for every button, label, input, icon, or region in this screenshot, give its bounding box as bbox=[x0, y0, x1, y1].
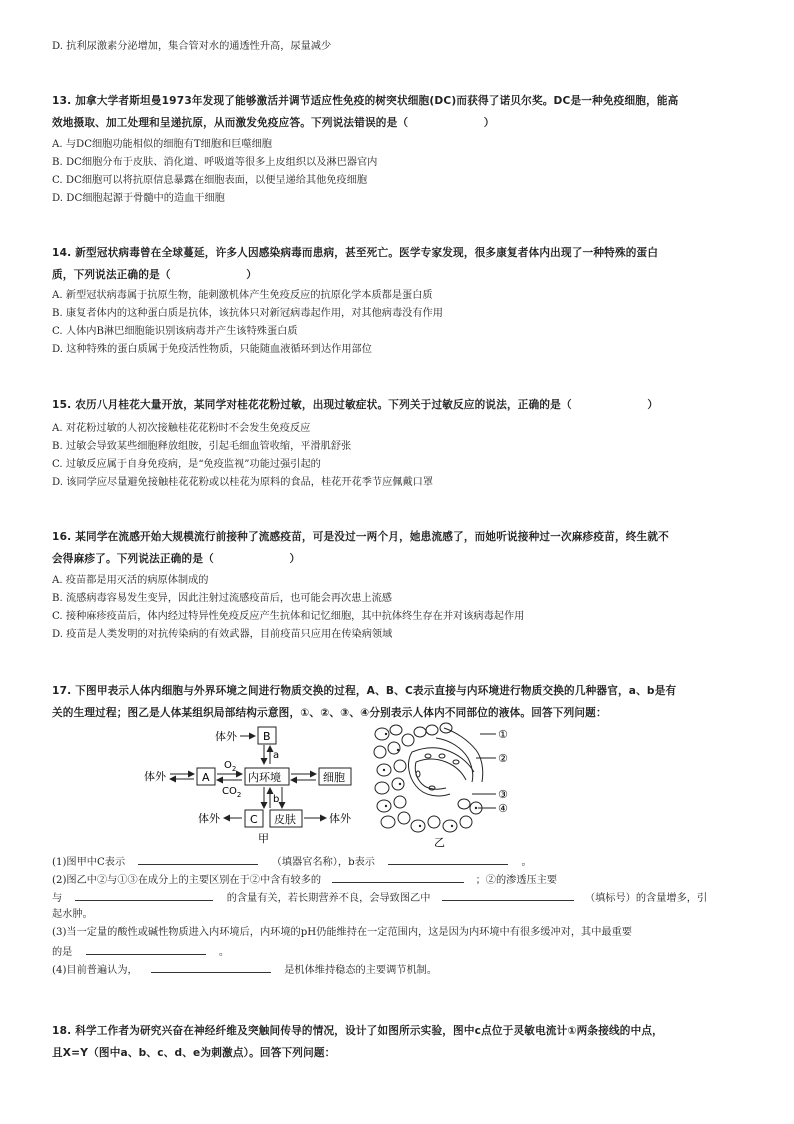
label-b: b bbox=[273, 794, 280, 805]
q16-stem-line2: 会得麻疹了。下列说法正确的是（ ） bbox=[52, 553, 301, 565]
q17-sub2-cont bbox=[52, 888, 742, 908]
q12-option-d: D. 抗利尿激素分泌增加，集合管对水的通透性升高，尿量减少 bbox=[52, 41, 332, 52]
q14-stem-line1: 14. 新型冠状病毒曾在全球蔓延，许多人因感染病毒而患病，甚至死亡。医学专家发现，很多康复者体内出现了一种特殊的蛋白 bbox=[52, 247, 659, 259]
q17-sub2-text-d: 的含量有关，若长期营养不良，会导致图乙中 bbox=[226, 893, 431, 904]
q17-sub2-blank-2[interactable] bbox=[75, 888, 213, 901]
q13-stem-line2: 效地摄取、加工处理和呈递抗原，从而激发免疫应答。下列说法错误的是（ ） bbox=[52, 117, 495, 129]
label-a: a bbox=[273, 750, 280, 761]
q15-option-a: A. 对花粉过敏的人初次接触桂花花粉时不会发生免疫反应 bbox=[52, 423, 311, 434]
q17-sub2-blank-3[interactable] bbox=[442, 888, 574, 901]
q17-sub3 bbox=[52, 924, 742, 942]
co2-label: $CO_2$ bbox=[222, 786, 242, 799]
q15-stem-line1: 15. 农历八月桂花大量开放，某同学对桂花花粉过敏，出现过敏症状。下列关于过敏反应的说法，正确的是（ ） bbox=[52, 399, 659, 411]
q14-option-d: D. 这种特殊的蛋白质属于免疫活性物质，只能随血液循环到达作用部位 bbox=[52, 344, 372, 355]
q16-stem-line1: 16. 某同学在流感开始大规模流行前接种了流感疫苗，可是没过一两个月，她患流感了，而她听说接种过一次麻疹疫苗，终生就不 bbox=[52, 531, 669, 543]
q13-option-d: D. DC细胞起源于骨髓中的造血干细胞 bbox=[52, 193, 225, 204]
q17-sub1-text-a: (1)图甲中C表示 bbox=[52, 857, 126, 868]
q13-option-a: A. 与DC细胞功能相似的细胞有T细胞和巨噬细胞 bbox=[52, 139, 272, 150]
diagram-yi bbox=[372, 722, 522, 850]
q15-stem bbox=[52, 394, 742, 416]
q15-option-d: D. 该同学应尽量避免接触桂花花粉或以桂花为原料的食品，桂花开花季节应佩戴口罩 bbox=[52, 477, 434, 488]
internal-environment-label: 内环境 bbox=[248, 771, 281, 784]
marker-2: ② bbox=[498, 752, 508, 765]
marker-3: ③ bbox=[498, 788, 508, 801]
box-a-label: A bbox=[202, 771, 210, 784]
q16-option-b: B. 流感病毒容易发生变异，因此注射过流感疫苗后，也可能会再次患上流感 bbox=[52, 593, 392, 604]
o2-label: $O_2$ bbox=[224, 760, 237, 773]
q18-stem bbox=[52, 1020, 742, 1064]
q17-sub2-blank-1[interactable] bbox=[332, 870, 464, 883]
q17-sub2-text-a: (2)图乙中②与①③在成分上的主要区别在于②中含有较多的 bbox=[52, 875, 322, 886]
q17-sub2-text-b: ；②的渗透压主要 bbox=[475, 875, 558, 886]
q17-sub4-blank-1[interactable] bbox=[151, 960, 271, 973]
q17-stem-line2: 关的生理过程；图乙是人体某组织局部结构示意图，①、②、③、④分别表示人体内不同部位的液体。回答下列问题： bbox=[52, 707, 607, 719]
q17-sub2-end bbox=[52, 906, 742, 924]
q17-sub1-text-c: 。 bbox=[521, 857, 532, 868]
q14-option-b: B. 康复者体内的这种蛋白质是抗体，该抗体只对新冠病毒起作用，对其他病毒没有作用 bbox=[52, 308, 443, 319]
q17-sub4-text-b: 是机体维持稳态的主要调节机制。 bbox=[284, 965, 438, 976]
q13-option-b: B. DC细胞分布于皮肤、消化道、呼吸道等很多上皮组织以及淋巴器官内 bbox=[52, 157, 378, 168]
q17-sub2-text-f: 起水肿。 bbox=[52, 909, 93, 920]
q17-sub2-text-e: （填标号）的含量增多，引 bbox=[584, 893, 708, 904]
q13-option-c: C. DC细胞可以将抗原信息暴露在细胞表面，以便呈递给其他免疫细胞 bbox=[52, 175, 368, 186]
q17-sub1-blank-1[interactable] bbox=[138, 852, 258, 865]
q17-sub1 bbox=[52, 852, 742, 872]
q14-option-c: C. 人体内B淋巴细胞能识别该病毒并产生该特殊蛋白质 bbox=[52, 326, 298, 337]
skin-label: 皮肤 bbox=[274, 813, 296, 826]
q14-stem bbox=[52, 242, 742, 286]
q17-sub4 bbox=[52, 960, 742, 980]
outside-bottom-left-label: 体外 bbox=[198, 812, 220, 825]
diagram-jia bbox=[130, 724, 370, 846]
marker-4: ④ bbox=[498, 802, 508, 815]
q16-option-a: A. 疫苗都是用灭活的病原体制成的 bbox=[52, 575, 209, 586]
diagram-jia-caption: 甲 bbox=[258, 832, 269, 845]
q14-option-a: A. 新型冠状病毒属于抗原生物，能刺激机体产生免疫反应的抗原化学本质都是蛋白质 bbox=[52, 290, 433, 301]
q18-stem-line1: 18. 科学工作者为研究兴奋在神经纤维及突触间传导的情况，设计了如图所示实验，图中c点位于灵敏电流计①两条接线的中点， bbox=[52, 1025, 663, 1037]
q17-sub1-text-b: （填器官名称），b表示 bbox=[271, 857, 375, 868]
q17-sub3-text-c: 。 bbox=[218, 947, 230, 958]
outside-left-label: 体外 bbox=[144, 770, 166, 783]
q17-sub2 bbox=[52, 870, 742, 890]
q17-sub1-blank-2[interactable] bbox=[388, 852, 508, 865]
q17-sub3-cont bbox=[52, 942, 742, 962]
q18-stem-line2: 且X=Y（图中a、b、c、d、e为刺激点）。回答下列问题： bbox=[52, 1047, 336, 1059]
q15-option-b: B. 过敏会导致某些细胞释放组胺，引起毛细血管收缩，平滑肌舒张 bbox=[52, 441, 352, 452]
marker-1: ① bbox=[498, 728, 508, 741]
outside-bottom-right-label: 体外 bbox=[329, 812, 351, 825]
q16-option-d: D. 疫苗是人类发明的对抗传染病的有效武器，目前疫苗只应用在传染病领域 bbox=[52, 629, 393, 640]
q13-stem-line1: 13. 加拿大学者斯坦曼1973年发现了能够激活并调节适应性免疫的树突状细胞(DC)而获得了诺贝尔奖。DC是一种免疫细胞，能高 bbox=[52, 95, 679, 107]
q17-stem-line1: 17. 下图甲表示人体内细胞与外界环境之间进行物质交换的过程，A、B、C表示直接与内环境进行物质交换的几种器官，a、b是有 bbox=[52, 685, 677, 697]
q17-stem bbox=[52, 680, 742, 724]
q17-sub3-text-a: (3)当一定量的酸性或碱性物质进入内环境后，内环境的pH仍能维持在一定范围内，这是因为内环境中有很多缓冲对，其中最重要 bbox=[52, 927, 632, 938]
box-c-label: C bbox=[250, 813, 258, 826]
q13-stem bbox=[52, 90, 742, 134]
outside-top-label: 体外 bbox=[215, 730, 237, 743]
q14-stem-line2: 质，下列说法正确的是（ ） bbox=[52, 269, 258, 281]
diagram-yi-caption: 乙 bbox=[434, 836, 445, 849]
cell-label: 细胞 bbox=[323, 771, 345, 784]
q15-option-c: C. 过敏反应属于自身免疫病，是“免疫监视”功能过强引起的 bbox=[52, 459, 321, 470]
q16-stem bbox=[52, 526, 742, 570]
q16-option-c: C. 接种麻疹疫苗后，体内经过特异性免疫反应产生抗体和记忆细胞，其中抗体终生存在并对该病毒起作用 bbox=[52, 611, 525, 622]
q17-sub2-text-c: 与 bbox=[52, 893, 63, 904]
q17-sub3-blank-1[interactable] bbox=[86, 942, 206, 955]
box-b-label: B bbox=[263, 730, 271, 743]
q17-sub4-text-a: (4)目前普遍认为， bbox=[52, 965, 138, 976]
q17-sub3-text-b: 的是 bbox=[52, 947, 73, 958]
